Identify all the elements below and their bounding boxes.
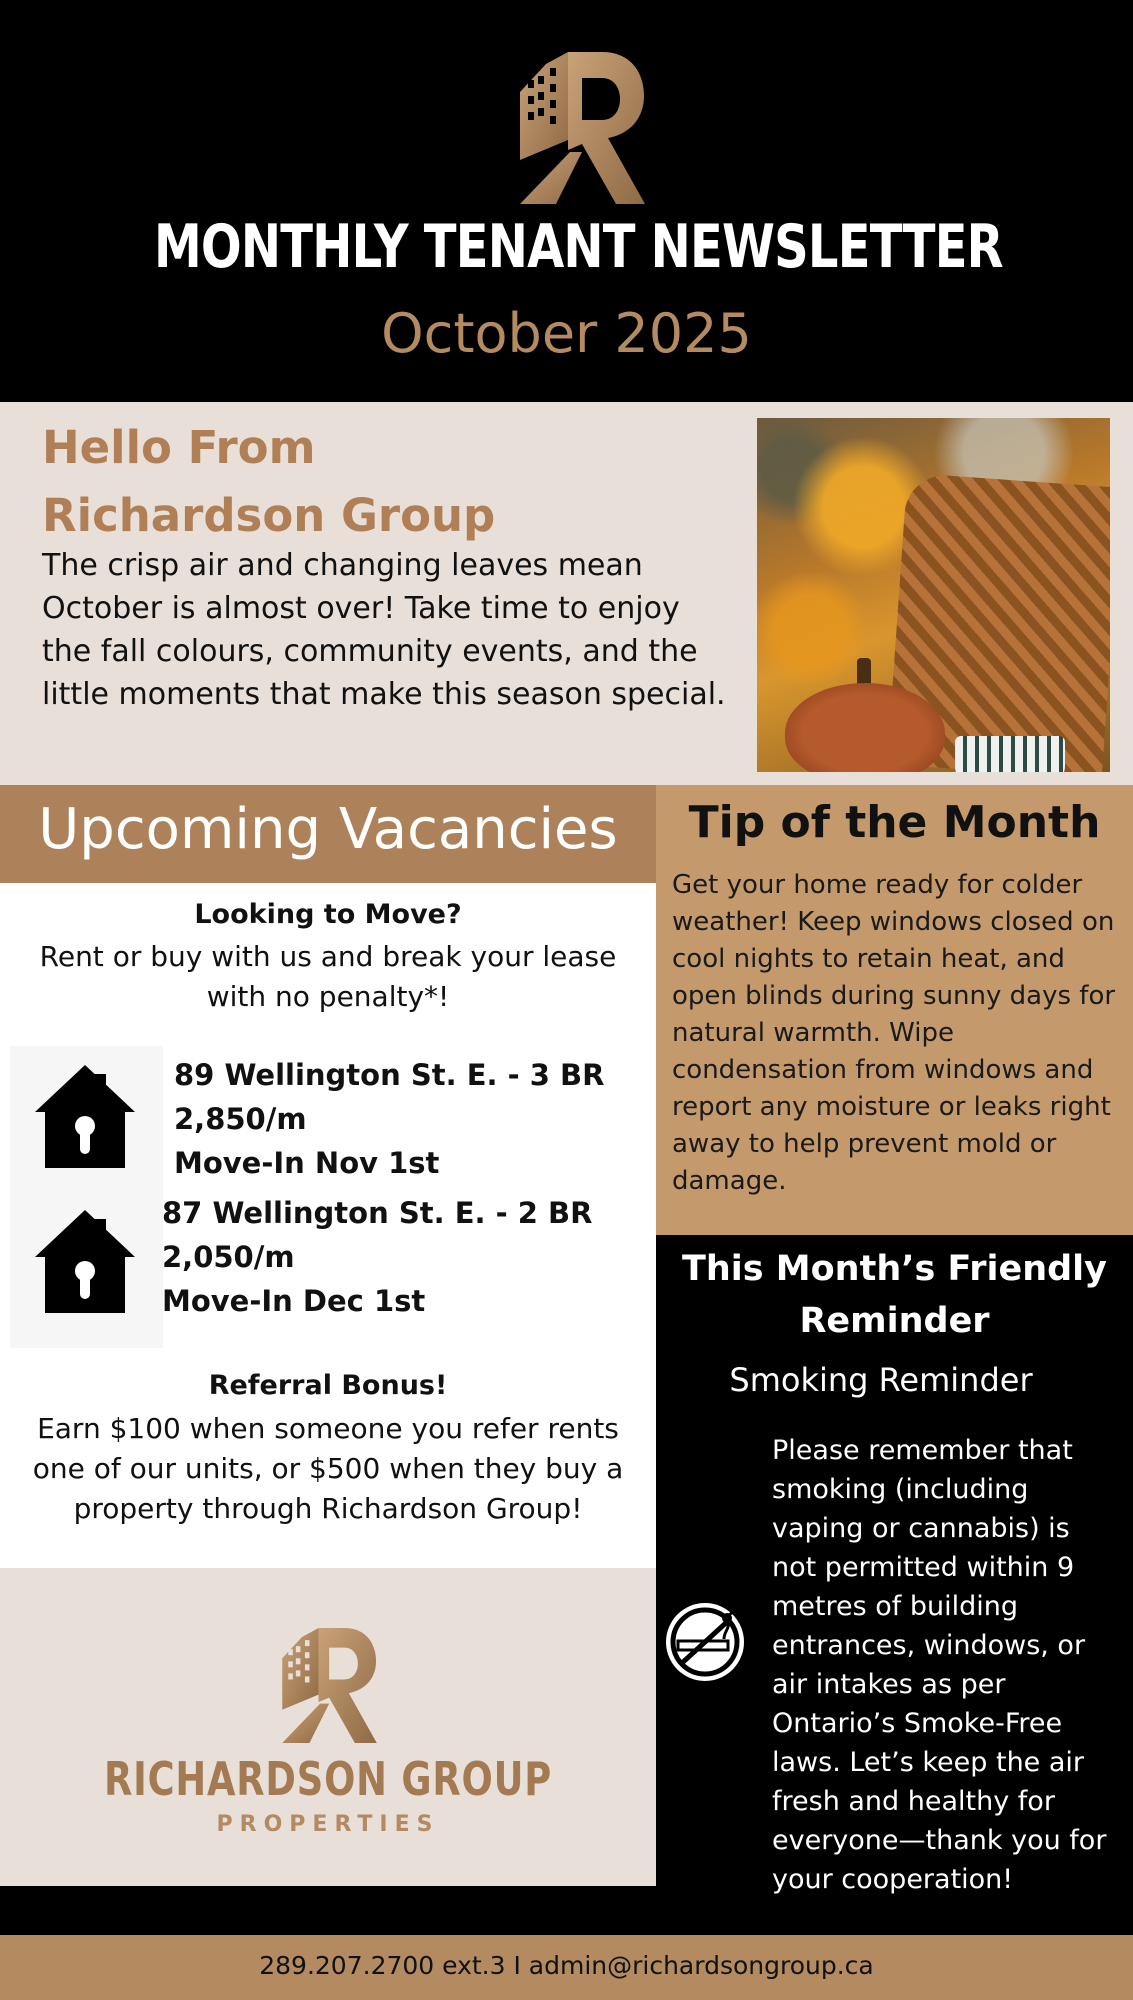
reminder-subtitle: Smoking Reminder xyxy=(729,1361,1033,1399)
listing-1-address: 89 Wellington St. E. - 3 BR xyxy=(174,1058,605,1092)
house-keyhole-icon xyxy=(30,1205,140,1315)
listing-1 xyxy=(174,1053,604,1185)
tip-section xyxy=(656,785,1133,1235)
hello-title-line2: Richardson Group xyxy=(42,489,496,542)
reminder-section xyxy=(656,1235,1133,1935)
move-body: Rent or buy with us and break your lease with no penalty*! xyxy=(39,940,617,1013)
newsletter-month: October 2025 xyxy=(381,302,752,365)
hello-body: The crisp air and changing leaves mean October is almost over! Take time to enjoy the fall colours, community events, and the little moments that make this season special. xyxy=(42,548,726,712)
referral-body: Earn $100 when someone you refer rents one of our units, or $500 when they buy a property through Richardson Group! xyxy=(32,1412,624,1525)
footer-contact: 289.207.2700 ext.3 I admin@richardsongroup.ca xyxy=(259,1951,874,1980)
vacancies-section xyxy=(0,883,656,1568)
listing-2-price: 2,050/m xyxy=(162,1240,295,1274)
vacancies-heading-bar xyxy=(0,785,656,883)
richardson-logo-icon xyxy=(282,1628,377,1743)
listing-2-address: 87 Wellington St. E. - 2 BR xyxy=(162,1196,593,1230)
reminder-body: Please remember that smoking (including vaping or cannabis) is not permitted within 9 metres of building entrances, windows, or air intakes as per Ontario’s Smoke-Free laws. Let’s keep the air fresh and healthy for everyone—thank you for your cooperation! xyxy=(772,1435,1107,1895)
photo-pumpkin xyxy=(785,683,945,772)
listing-2 xyxy=(162,1191,592,1323)
hello-section xyxy=(0,402,1133,785)
listing-2-move-in: Move-In Dec 1st xyxy=(162,1284,426,1318)
tip-body: Get your home ready for colder weather! Keep windows closed on cool nights to retain heat, and open blinds during sunny days for natural warmth. Wipe condensation from windows and report any moisture or leaks right away to help prevent mold or damage. xyxy=(672,870,1116,1196)
brand-name: RICHARDSON GROUP xyxy=(103,1752,553,1806)
hello-title-line1: Hello From xyxy=(42,421,316,474)
photo-cup xyxy=(955,736,1065,772)
vacancies-heading: Upcoming Vacancies xyxy=(38,797,618,862)
newsletter-header xyxy=(0,0,1133,402)
listing-1-move-in: Move-In Nov 1st xyxy=(174,1146,440,1180)
hello-title xyxy=(42,414,722,550)
brand-subtitle: PROPERTIES xyxy=(216,1812,440,1837)
tip-title: Tip of the Month xyxy=(688,797,1101,848)
move-title: Looking to Move? xyxy=(194,899,462,930)
house-keyhole-icon xyxy=(30,1060,140,1170)
listing-1-price: 2,850/m xyxy=(174,1102,307,1136)
brand-section xyxy=(0,1568,656,1886)
referral-title: Referral Bonus! xyxy=(208,1370,448,1401)
newsletter-title: MONTHLY TENANT NEWSLETTER xyxy=(153,212,1003,282)
richardson-logo-icon xyxy=(520,52,645,204)
no-smoking-icon xyxy=(664,1601,746,1683)
autumn-photo xyxy=(757,418,1110,772)
reminder-title: This Month’s Friendly Reminder xyxy=(681,1249,1107,1341)
footer-contact-bar xyxy=(0,1935,1133,2000)
